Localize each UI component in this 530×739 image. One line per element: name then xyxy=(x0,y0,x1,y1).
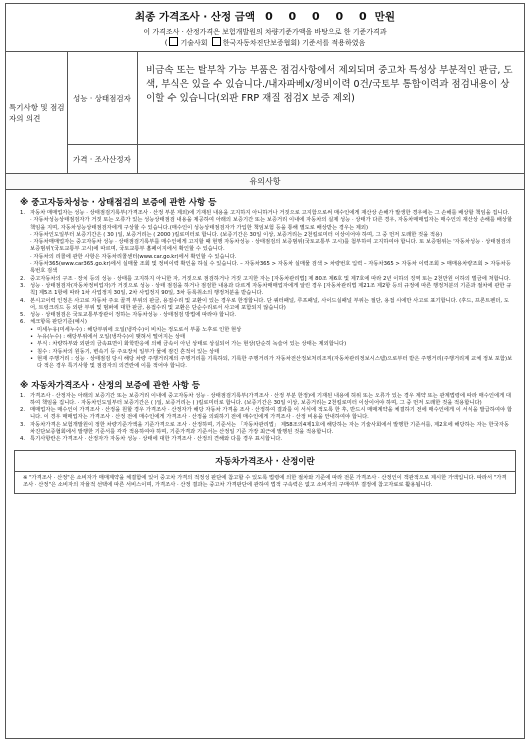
note-text: 본시고이력 인정은 사고로 자동차 주요 골격 부위의 판금, 용접수리 및 교환이 있는 경우로 한정합니다. 단 쿼터패널, 루프패널, 사이드실패널 부위는 절단, 용접 시에만 사고로 표기합니다. (후드, 프론트펜더, 도어, 트렁크리드 등 외판 부위 및 범퍼에 대한 판금, 용접수리 및 교환은 단순수리로서 사고에 포함되지 않습니다) xyxy=(30,297,509,311)
price-assessor-opinion xyxy=(138,145,524,173)
note-number: 6. xyxy=(20,319,26,326)
note-number xyxy=(20,217,30,232)
special-notes-label: 특기사항 및 점검자의 의견 xyxy=(6,52,68,173)
bullet-dot: • xyxy=(30,341,34,348)
bullet-dot: • xyxy=(30,326,34,333)
note-item xyxy=(20,407,514,422)
final-price-unit: 만원 xyxy=(374,11,395,23)
note-item xyxy=(20,319,514,326)
note-number: 2. xyxy=(20,275,26,282)
criteria-text: 누유(누수) : 해당부위에서 오일(냉각수)이 맺혀서 떨어지는 상태 xyxy=(37,334,186,341)
assoc-checkbox[interactable] xyxy=(212,37,221,46)
section1-title: ※ 중고자동차성능 · 상태점검의 보증에 관한 사항 등 xyxy=(20,198,217,208)
note-number: 3. xyxy=(20,421,26,428)
final-price-description-end: 기준서를 적용하였음 xyxy=(302,39,366,47)
note-item xyxy=(20,422,514,437)
criteria-bullet xyxy=(20,349,514,356)
note-text: 성능 · 상태점검은 국토교통부장관이 정하는 자동차성능 · 상태점검 방법에 따라야 합니다. xyxy=(30,312,237,319)
criteria-text: 미세누유(미세누수) : 해당부위에 오일(냉각수)이 비치는 정도로서 부품 노후로 인한 현상 xyxy=(37,326,242,333)
note-number xyxy=(20,232,30,239)
definition-box xyxy=(14,450,516,495)
bullet-dot: • xyxy=(30,355,34,362)
note-item xyxy=(20,393,514,408)
note-text: 중고자동차의 구조 · 장치 등의 성능 · 상태를 고지하지 아니한 자, 거짓으로 점검하거나 거짓 고지한 자는 [자동차관리법] 제 80조 제6호 및 제7호에 따라 2년 이하의 징역 또는 2천만원 이하의 벌금에 처합니다. xyxy=(30,275,511,282)
note-text: · 자동차매매업자는 중고자동차 성능 · 상태점검기록부를 매수인에게 고지할 때 현행 자동차성능 · 상태점검의 보증범위(국토교통부 고시)를 첨부하여 고지하여야 합니다. 또 보증범위는 '자동차성능 · 상태점검의 보증범위'(국토교통부 고시)에 따르며, 국토교통부 홈페이지에서 확인할 수 있습니다. xyxy=(30,239,511,253)
note-number: 1. xyxy=(20,392,26,399)
criteria-text: 부식 : 차량하부와 외판의 금속표면이 화학반응에 의해 금속이 아닌 상태로 상실되어 가는 현상(단순히 녹슬어 있는 상태는 제외합니다) xyxy=(37,341,347,348)
note-text: 가격조사 · 산정자는 아래의 보증기간 또는 보증거리 이내에 중고자동차 성능 · 상태점검기록부(가격조사 · 산정 부분 한정)에 기재된 내용에 허위 또는 오류가 있는 경우 계약 또는 관계법령에 따라 매수인에게 대하여 책임을 집니다. · 자동차인도일부터 보증기간은 ( )일, 보증거리는 ( )킬로미터로 합니다. (보증기간은 30일 이상, 보증거리는 2천킬로미터 이상이어야 하며, 그 중 먼저 도래한 것을 적용합니다) xyxy=(30,392,512,406)
note-number: 4. xyxy=(20,297,26,304)
special-notes-section xyxy=(6,52,524,174)
note-text: 성능 · 상태점검자(자동차정비업자)가 거짓으로 성능 · 상태 점검을 하거나 점검한 내용과 다르게 자동차매매업자에게 알린 경우 [자동차관리법 제21조 제2항 등의 규정에 따른 행정처분의 기준과 절차에 관한 규칙] 제5조 1항에 따라 1차 사업정지 30일, 2차 사업정지 90일, 3차 등록취소의 행정처분을 받습니다. xyxy=(30,282,512,297)
section2-notes xyxy=(6,391,524,444)
final-price-title: 최종 가격조사 · 산정 금액 xyxy=(135,11,256,23)
caution-body xyxy=(6,190,524,738)
bullet-dot: • xyxy=(30,334,34,341)
note-number: 5. xyxy=(20,312,26,319)
note-text: 특기사항란은 가격조사 · 산정자가 자동차 성능 · 상태에 대한 가격조사 · 산정의 견해와 다를 경우 표시합니다. xyxy=(30,436,283,443)
note-number: 3. xyxy=(20,282,26,289)
note-text: · 자동차성능상태점검자가 거짓 또는 오류가 있는 성능상태점검 내용을 제공하여 아래의 보증기간 또는 보증거리 이내에 자동차의 실제 성능 · 상태가 다른 경우, 자동차매매업자는 매수인의 재산상 손해를 배상할 책임을 지며, 자동차성능상태점검자에게 구상할 수 있습니다.(매수인이 성능상태점검자가 가입한 책임보험 등을 통해 별도로 배상받는 경우는 제외) xyxy=(30,217,513,231)
final-price-box: 최종 가격조사 · 산정 금액 0 0 0 0 0 만원 이 가격조사 · 산정가격은 보험개발원의 차량기준가액을 바탕으로 한 기준가격과 ( 기술사회 한국자동차진단보증협회) 기준서를 적용하였음 xyxy=(6,4,524,52)
note-number: 4. xyxy=(20,436,26,443)
section2-title: ※ 자동차가격조사 · 산정의 보증에 관한 사항 등 xyxy=(20,380,201,391)
note-item xyxy=(20,298,514,313)
note-text: 자동차 매매업자는 성능 · 상태점검기록부(가격조사 · 산정 부분 제외)에 기재된 내용을 고지하지 아니하거나 거짓으로 고지함으로써 매수인에게 재산상 손해가 발생한 경우에는 그 손해를 배상할 책임을 집니다. xyxy=(30,210,510,216)
note-number: 1. xyxy=(20,210,26,216)
performance-inspector-opinion: 비금속 또는 탈부착 가능 부품은 점검사항에서 제외되며 중고차 특성상 부분적인 판금, 도색, 부식은 있을 수 있습니다./내자파베x/정비이력 0건/국토부 통합이력과 점검내용이 상이할 수 있습니다(외판 FRP 재질 점검X 보증 제외) xyxy=(146,65,513,104)
note-item xyxy=(20,261,514,276)
note-item xyxy=(20,436,514,443)
caution-title: 유의사항 xyxy=(6,174,524,190)
note-text: · 자동차인도일부터 보증기간은 ( 30 )일, 보증거리는 ( 2000 )킬로미터로 합니다. (보증기간은 30일 이상, 보증거리는 2천킬로미터 이상이어야 하며, 그 중 먼저 도래한 것을 적용) xyxy=(30,231,443,238)
definition-text: ※ "가격조사 · 산정"은 소비자가 매매계약을 체결함에 있어 중고차 가격의 적정성 판단에 참고할 수 있도록 법령에 의한 절차와 기준에 따라 전문 가격조사 · 산정인이 객관적으로 제시한 가액입니다. 따라서 "가격조사 · 산정"은 소비자의 자율적 선택에 따른 서비스이며, 가격조사 · 산정 결과는 중고차 가격판단에 관하여 법적 구속력은 없고 소비자의 구매여부 결정에 참고자료로 활용됩니다. xyxy=(23,474,507,489)
note-number: 2. xyxy=(20,407,26,414)
assoc-label: 한국자동차진단보증협회 xyxy=(222,39,298,47)
definition-title: 자동차가격조사 · 산정이란 xyxy=(15,451,515,472)
final-price-description: 이 가격조사 · 산정가격은 보험개발원의 차량기준가액을 바탕으로 한 기준가격과 xyxy=(143,28,387,36)
criteria-text: 침수 : 자동차의 원동기, 변속기 등 주요장치 일부가 물에 잠긴 흔적이 있는 상태 xyxy=(37,348,220,355)
performance-inspector-label: 성능 · 상태점검자 xyxy=(68,52,138,144)
note-item xyxy=(20,312,514,319)
bullet-dot: • xyxy=(30,348,34,355)
note-text: · 자동차의 리콜에 관한 사항은 자동차리콜센터(www.car.go.kr)에서 확인할 수 있습니다. xyxy=(30,253,237,260)
note-item xyxy=(20,283,514,298)
section1-notes xyxy=(6,208,524,371)
criteria-text: 현재 주행거리 : 성능 · 상태점검 당시 해당 차량 주행거리계의 주행거리를 기록하되, 기록한 주행거리가 자동차전산정보처리조직(자동차관리정보시스템)으로부터 받은 주행거리(주행거리계 교체 정보 포함)보다 적은 경우 특기사항 및 점검자의 의견란에 이를 적어야 합니다. xyxy=(37,355,513,370)
note-number xyxy=(20,261,30,276)
tech-society-checkbox[interactable] xyxy=(169,37,178,46)
note-text: 자동차가격은 보험개발원이 정한 차량기준가액을 기준가격으로 조사 · 산정하며, 기준서는 「자동차관리법」 제58조의4제1호에 해당하는 자는 기술사회에서 발행한 기준서를, 제2호에 해당하는 자는 한국자동차진단보증협회에서 발행한 기준서를 각각 적용하여야 하며, 기준가격과 기준서는 산정일 기준 가장 최근에 발행된 것을 적용합니다. xyxy=(30,421,509,436)
inspection-form xyxy=(5,3,525,739)
tech-society-label: 기술사회 xyxy=(180,39,208,47)
note-number xyxy=(20,239,30,254)
final-price-digits: 0 0 0 0 0 xyxy=(265,10,373,23)
price-assessor-label: 가격 · 조사산정자 xyxy=(68,145,138,173)
note-number xyxy=(20,254,30,261)
note-text: 매매업자는 매수인이 가격조사 · 산정을 원할 경우 가격조사 · 산정자가 해당 자동차 가격을 조사 · 산정하여 결과를 이 서식에 적도록 한 후, 반드시 매매계약을 체결하기 전에 매수인에게 이 서식을 발급하여야 합니다. 이 경우 매매업자는 가격조사 · 산정 전에 매수인에게 가격조사 · 산정을 의뢰하기 전에 매수인에게 가격조사 · 산정 비용을 안내하여야 합니다. xyxy=(30,407,512,421)
note-item xyxy=(20,276,514,283)
criteria-bullet xyxy=(20,327,514,334)
note-item xyxy=(20,254,514,261)
criteria-bullet xyxy=(20,356,514,371)
criteria-bullet xyxy=(20,341,514,348)
note-item xyxy=(20,217,514,232)
note-item xyxy=(20,239,514,254)
note-text: 체크항목 판단기준(예시) xyxy=(30,319,87,326)
note-text: · 자동차365(www.car365.go.kr)에서 실매물 조회 및 정비이력 확인을 하실 수 있습니다. – 자동차365 > 자동차 실매물 검색 > 차량번호 입력 – 자동차365 > 자동차 이력조회 > 매매용차량조회 > 자동차등록번호 검색 xyxy=(30,261,511,275)
